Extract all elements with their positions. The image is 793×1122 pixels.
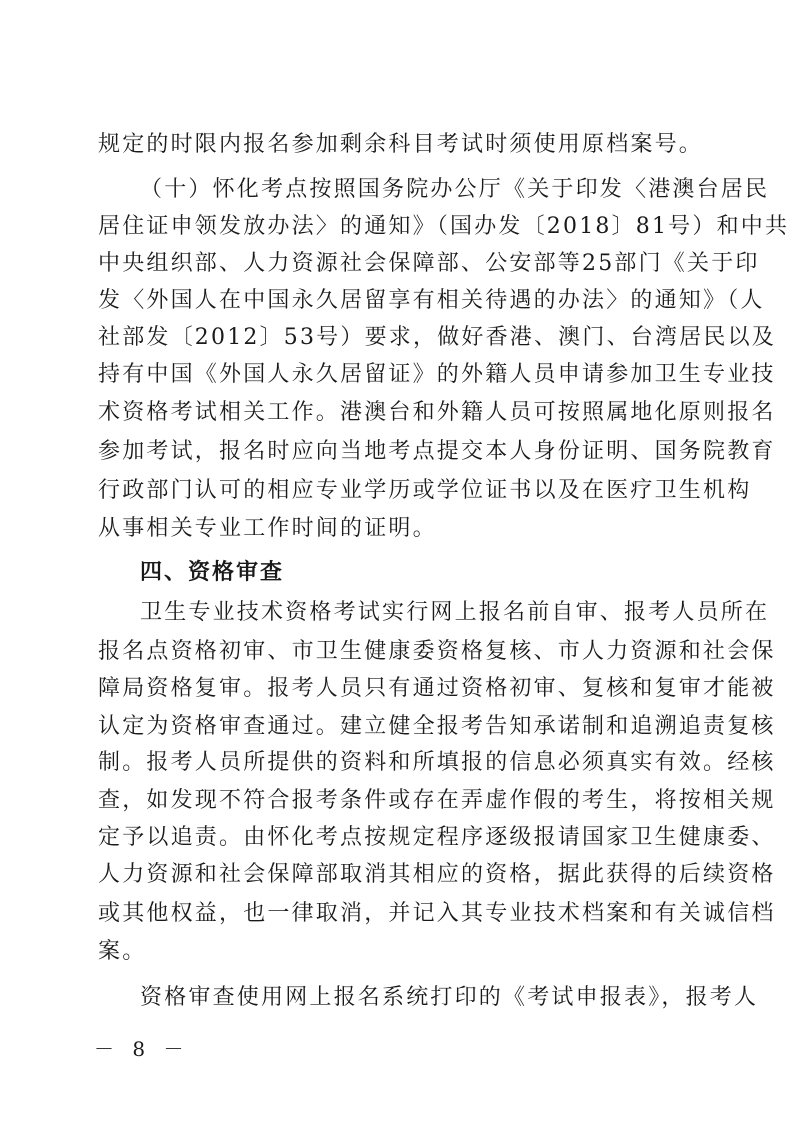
text-line: 社部发〔2012〕53号）要求，做好香港、澳门、台湾居民以及	[98, 325, 776, 350]
text-line: 报名点资格初审、市卫生健康委资格复核、市人力资源和社会保	[98, 639, 776, 664]
text-line: 持有中国《外国人永久居留证》的外籍人员申请参加卫生专业技	[98, 362, 776, 387]
text-line: 行政部门认可的相应专业学历或学位证书以及在医疗卫生机构	[98, 478, 752, 503]
text-line: 术资格考试相关工作。港澳台和外籍人员可按照属地化原则报名	[98, 400, 776, 425]
text-line: 卫生专业技术资格考试实行网上报名前自审、报考人员所在	[140, 600, 770, 625]
text-line: 参加考试，报名时应向当地考点提交本人身份证明、国务院教育	[98, 439, 776, 464]
text-line: 人力资源和社会保障部取消其相应的资格，据此获得的后续资格	[98, 862, 776, 887]
text-line: 从事相关专业工作时间的证明。	[98, 516, 437, 541]
text-line: 查，如发现不符合报考条件或存在弄虚作假的考生，将按相关规	[98, 788, 776, 813]
text-line: 障局资格复审。报考人员只有通过资格初审、复核和复审才能被	[98, 676, 776, 701]
text-line: 定予以追责。由怀化考点按规定程序逐级报请国家卫生健康委、	[98, 825, 776, 850]
page-number: － 8 －	[94, 1037, 190, 1061]
text-line: 资格审查使用网上报名系统打印的《考试申报表》，报考人	[140, 985, 759, 1010]
text-line: 居住证申领发放办法〉的通知》（国办发〔2018〕81号）和中共	[98, 214, 790, 239]
text-line: 发〈外国人在中国永久居留享有相关待遇的办法〉的通知》（人	[98, 288, 765, 313]
text-line: 案。	[98, 939, 147, 964]
text-line: 制。报考人员所提供的资料和所填报的信息必须真实有效。经核	[98, 750, 776, 775]
text-line: 规定的时限内报名参加剩余科目考试时须使用原档案号。	[98, 132, 704, 157]
text-line: 或其他权益，也一律取消，并记入其专业技术档案和有关诚信档	[98, 901, 776, 926]
text-line: 认定为资格审查通过。建立健全报考告知承诺制和追溯追责复核	[98, 714, 776, 739]
text-line: 中央组织部、人力资源社会保障部、公安部等25部门《关于印	[98, 251, 760, 276]
section-heading: 四、资格审查	[140, 560, 285, 585]
text-line: （十）怀化考点按照国务院办公厅《关于印发〈港澳台居民	[140, 177, 770, 202]
